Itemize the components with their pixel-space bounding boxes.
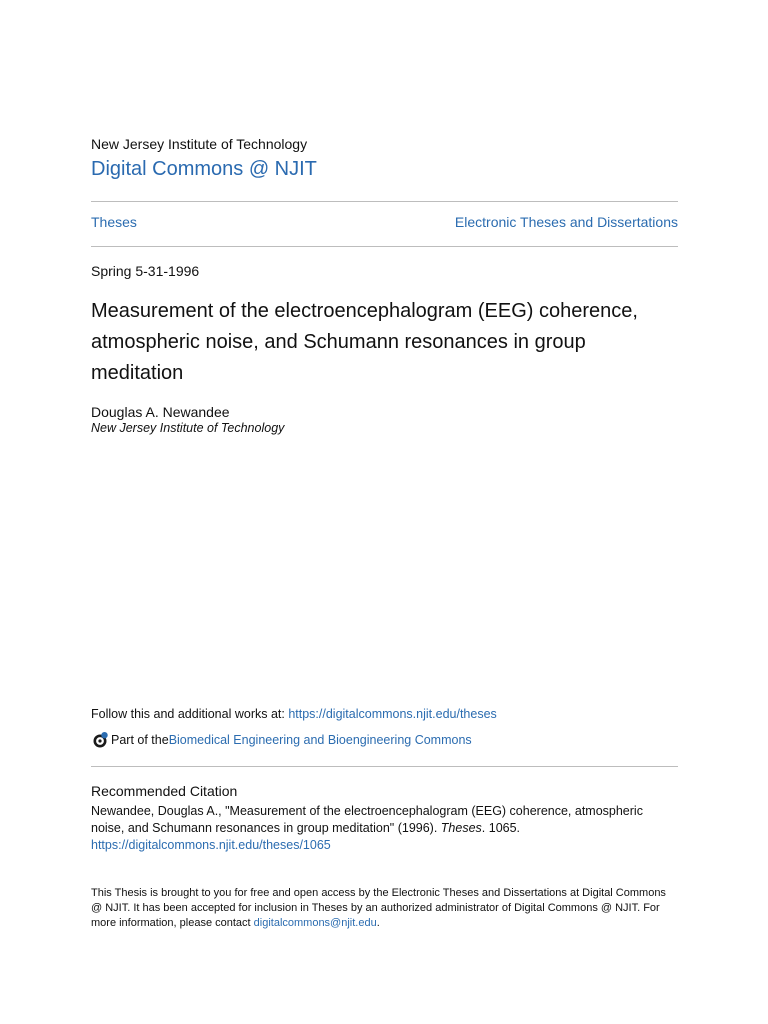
citation-text: Newandee, Douglas A., "Measurement of the electroencephalogram (EEG) coherence, atmospheric noise, and Schumann resonances in group meditation" (1996). — [91, 804, 643, 835]
citation-number: . 1065. — [481, 821, 521, 835]
access-notice-text: This Thesis is brought to you for free and open access by the Electronic Theses and Dissertations at Digital Commons @ NJIT. It has been accepted for inclusion in Theses by an authorized administrator of Digital Commons @ NJIT. For more information, please contact — [91, 887, 666, 929]
publication-date: Spring 5-31-1996 — [91, 263, 200, 279]
divider-top — [91, 201, 678, 202]
author-name: Douglas A. Newandee — [91, 404, 230, 420]
part-of-line — [91, 731, 472, 749]
author-affiliation: New Jersey Institute of Technology — [91, 421, 285, 435]
divider-nav — [91, 246, 678, 247]
partof-prefix: Part of the — [111, 733, 169, 747]
access-notice-end: . — [376, 917, 380, 929]
network-commons-icon — [91, 731, 109, 749]
divider-citation — [91, 766, 678, 767]
citation-series: Theses — [440, 821, 482, 835]
citation-url-link[interactable]: https://digitalcommons.njit.edu/theses/1065 — [91, 838, 331, 852]
repository-link[interactable]: Digital Commons @ NJIT — [91, 158, 317, 180]
citation-heading: Recommended Citation — [91, 783, 238, 799]
thesis-title: Measurement of the electroencephalogram (EEG) coherence, atmospheric noise, and Schumann resonances in group meditation — [91, 300, 638, 384]
discipline-link[interactable]: Biomedical Engineering and Bioengineering Commons — [168, 733, 472, 747]
access-notice — [91, 886, 678, 931]
theses-link[interactable]: Theses — [91, 214, 137, 230]
institution-name: New Jersey Institute of Technology — [91, 136, 308, 152]
etd-link[interactable]: Electronic Theses and Dissertations — [454, 214, 678, 230]
contact-email-link[interactable]: digitalcommons@njit.edu — [253, 917, 377, 929]
follow-line — [91, 707, 497, 721]
citation-block — [91, 803, 678, 854]
follow-url-link[interactable]: https://digitalcommons.njit.edu/theses — [288, 707, 497, 721]
breadcrumb — [91, 214, 678, 230]
follow-prefix: Follow this and additional works at: — [91, 707, 289, 721]
